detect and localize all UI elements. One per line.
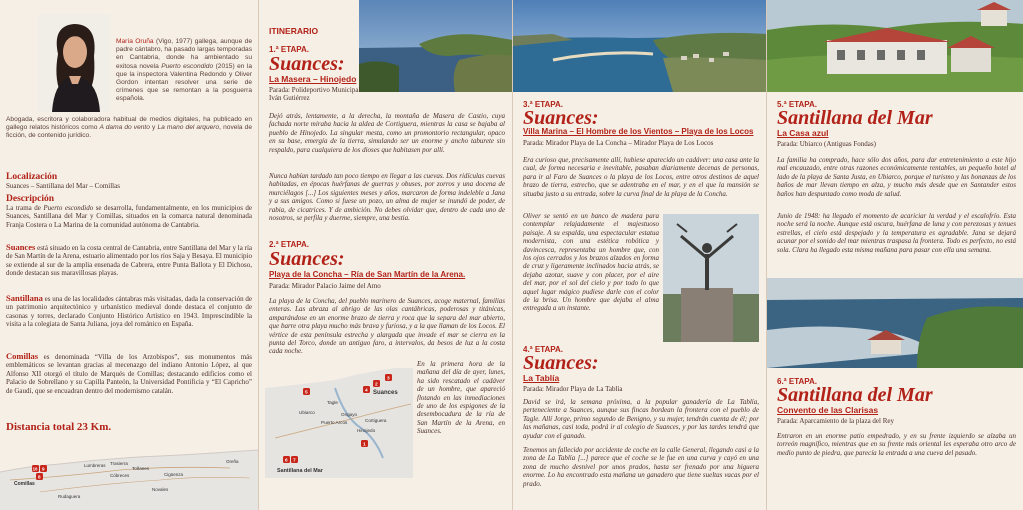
smap-santillana: Santillana del Mar — [277, 468, 323, 474]
suances-paragraph — [6, 243, 252, 278]
author-bio-text-2: (2015) en la que la inspectora Valentina Redondo y Oliver Gordon intentan resolver una serie de crímenes que se remontan a la posguerra española. — [116, 62, 252, 103]
smap-ubiarco: Ubiarco — [299, 410, 315, 415]
descripcion-text — [6, 204, 252, 229]
smap-marker-2-label: 2 — [375, 382, 378, 388]
panel-itinerario — [258, 0, 513, 510]
descripcion-book: Puerto escondido — [43, 204, 94, 212]
descripcion-heading: Descripción — [6, 194, 55, 204]
panel-etapas-5-6 — [766, 0, 1023, 510]
map-label-rudaguera: Rudaguera — [58, 494, 81, 499]
smap-marker-3-label: 3 — [387, 376, 390, 382]
smap-marker-7-label: 7 — [293, 458, 296, 464]
author-portrait — [38, 14, 110, 112]
etapa-6-text-1: Entraron en un enorme patio empedrado, y en su frente izquierdo se alzaba un torreón magnífico, mientras que en su frente más oriental les esperaba otro arco de medio punto de piedra, que parecía la entrada a una cueva del pasado. — [777, 432, 1016, 457]
etapa-5-parada: Parada: Ubiarco (Antiguas Fondas) — [777, 140, 876, 148]
smap-puerto-arcos: Puerto Arcos — [321, 420, 348, 425]
map-label-comillas: Comillas — [14, 481, 35, 487]
concha-beach-photo — [513, 0, 767, 92]
santillana-text: es una de las localidades cántabras más visitadas, dada la conservación de un patrimonio arquitectónico y urbanístico medieval donde destaca el conjunto de casonas y torres, declarado Conjunto Histórico Artístico en 1943. Imprescindible la visita a la colegiata de Santa Juliana, joya del románico en España. — [6, 295, 252, 329]
descripcion-t2: se desarrolla, fundamentalmente, en los municipios de Suances, Santillana del Mar y Comillas, situados en la comarca natural denominada Franja Costera o La Marina de la comunidad autónoma de Cantabria. — [6, 204, 252, 229]
etapa-1-parada: Parada: Polideportivo Municipal Iván Gutiérrez — [269, 86, 361, 102]
etapa-2-text-1: La playa de la Concha, del pueblo marinero de Suances, acoge maternal, familias enteras. Las abraza al abrigo de las olas cantábricas, poderosas y titánicas, amparándose en un enorme brazo de tierra y roca que la separa del mar abierto, que barre otra playa mucho más brava y furiosa, y a la que llaman de los Locos. El vértice de esta península estrecha y alargada que invade el mar se cierra en la punta del Torco, donde un antiguo faro, a intervalos, da besos de luz a la costa cada noche. — [269, 297, 505, 356]
etapa-2-town: Suances: — [269, 248, 345, 270]
etapa-5-label: 5.ª ETAPA. — [777, 100, 818, 109]
author-more — [6, 116, 252, 141]
map-marker-9-label: 9 — [42, 466, 45, 472]
book-title-dama: A dama do vento — [99, 124, 150, 132]
author-bio-text: (Vigo, 1977) gallega, aunque de padre cántabro, ha pasado largas temporadas en Cantabria, donde ha ambientado su exitosa novela — [116, 38, 252, 70]
etapa-2-route: Playa de la Concha – Ría de San Martín de la Arena. — [269, 270, 466, 279]
etapa-3-label: 3.ª ETAPA. — [523, 100, 564, 109]
descripcion-t1: La trama de — [6, 204, 44, 212]
etapa-1-route: La Masera – Hinojedo — [269, 74, 357, 84]
map-label-lumbreras: Lumbreras — [84, 463, 106, 468]
coast-waves-photo — [767, 278, 1023, 368]
localizacion-section — [6, 172, 252, 190]
localizacion-text: Suances – Santillana del Mar – Comillas — [6, 182, 120, 190]
map-marker-8-label: 8 — [38, 474, 41, 480]
etapa-4-parada: Parada: Mirador Playa de La Tablía — [523, 385, 623, 393]
smap-marker-4-label: 4 — [365, 388, 368, 394]
etapa-3-parada: Parada: Mirador Playa de La Concha – Mirador Playa de Los Locos — [523, 139, 714, 147]
etapa-3-route: Villa Marina – El Hombre de los Vientos – Playa de los Locos — [523, 127, 754, 136]
casa-azul-photo — [767, 0, 1023, 92]
suances-lead: Suances — [6, 242, 36, 252]
itinerario-title: ITINERARIO — [269, 26, 319, 36]
santillana-lead: Santillana — [6, 293, 43, 303]
comillas-text: es denominada “Villa de los Arzobispos”, sus monumentos más emblemáticos se levantan gracias al mecenazgo del indiano Antonio López, al que Alfonso XII otorgó el título de Marqués de Comillas; destacando edificios como el Palacio de Sobrellano y su Capilla Panteón, la Universidad Pontificia y “El Capricho” de Gaudí, que se encuadran dentro del modernismo catalán. — [6, 353, 252, 395]
map-label-orena: Oreña — [226, 459, 239, 464]
author-name: María Oruña — [116, 38, 154, 45]
map-marker-10-label: 10 — [32, 466, 38, 472]
map-label-cobreces: Cóbreces — [110, 473, 130, 478]
comillas-paragraph — [6, 352, 252, 395]
smap-suances: Suances — [373, 390, 398, 396]
smap-marker-1-label: 1 — [363, 442, 366, 448]
etapa-6-route: Convento de las Clarisas — [777, 405, 879, 415]
etapa-4-label: 4.ª ETAPA. — [523, 345, 564, 354]
etapa-3-town: Suances: — [523, 107, 599, 129]
etapa-1-town: Suances: — [269, 53, 345, 75]
etapa-1-label: 1.ª ETAPA. — [269, 45, 310, 54]
etapa-6-parada: Parada: Aparcamiento de la plaza del Rey — [777, 417, 895, 425]
book-title-arquero: La mano del arquero — [157, 124, 220, 132]
etapa-5-route: La Casa azul — [777, 128, 829, 138]
etapa-3-text-2: Oliver se sentó en un banco de madera para contemplar relajadamente el majestuoso paisaje. A su espalda, una espectacular estatua modernista, con una estética robótica y davincesca, representaba un hombre que, con los ojos cerrados y los brazos alzados en forma de cruz y ligeramente inclinados hacia atrás, se dejaba azotar, suave y con placer, por el aire del mar, por el sol del cielo y por todo lo que aquel lugar mágico pudiese darle con el color de la brisa. Un hombre que dejaba el alma entregada a un instante. — [523, 212, 659, 313]
etapa-1-text-1: Dejó atrás, lentamente, a la derecha, la montaña de Masera de Castio, cuya fachada norte miraba hacia la aldea de Cortiguera, mientras la casa se bajaba al pueblo de Hinojedo. La singular mesta, como un promontorio rectangular, opaco en su base, emergía de la tierra, simulando ser un enorme y ancho taburete sin respaldo, para cualquiera de los dioses que habitasen por allí. — [269, 112, 505, 154]
etapa-2-text-2: En la primera hora de la mañana del día de ayer, lunes, ha sido rescatado el cadáver de un hombre, que apareció flotando en las inmediaciones de uno de los espigones de la desembocadura de la ría de San Martín de la Arena, en Suances. — [417, 360, 505, 436]
etapa-2-parada: Parada: Mirador Palacio Jaime del Amo — [269, 282, 381, 290]
region-map — [0, 436, 258, 510]
map-label-tonanes: Toñanes — [132, 466, 150, 471]
suances-text: está situado en la costa central de Cantabria, entre Santillana del Mar y la ría de San Martín de la Arena, estuario alimentado por los ríos Saja y Besaya. El municipio se extiende al sur de la amplia ensenada de Cabrera, entre Punta Ballota y El Dichoso, donde destacan sus maravillosas playas. — [6, 244, 252, 278]
etapa-2-label: 2.ª ETAPA. — [269, 240, 310, 249]
map-label-ciguenza: Cigüenza — [164, 472, 184, 477]
etapa-3-text-1: Era curioso que, precisamente allí, hubiese aparecido un cadáver: una casa ante la cual, de forma necesaria e inevitable, pasaban diariamente decenas de personas, para ir al Faro de Suances o la playa de los Locos, entre otros destinos de aquel brazo de tierra, estrecho, que se adentraba en el mar, y en el que la mansión se situaba justo a su entrada, sobre la curva final de la playa de la Concha. — [523, 156, 759, 198]
hombre-de-los-vientos-photo — [663, 214, 759, 342]
smap-hinojedo: Hinojedo — [357, 428, 376, 433]
localizacion-heading: Localización — [6, 172, 58, 182]
etapa-4-text-2: Tenemos un fallecido por accidente de coche en la calle General, llegando casi a la zona de La Tablía [...] parece que el coche se le fue en una curva y cayó en una zona de mucho desnivel por unos prados, hasta ser frenado por una higuera enorme. Lo ha encontrado esta mañana un ganadero que tiene sueltas vacas por el prado. — [523, 446, 759, 488]
smap-ongayo: Ongayo — [341, 412, 358, 417]
smap-marker-6-label: 6 — [285, 458, 288, 464]
etapa-4-town: Suances: — [523, 352, 599, 374]
etapa-4-route: La Tablía — [523, 373, 560, 383]
etapa-5-town: Santillana del Mar — [777, 107, 933, 129]
author-book-title: Puerto escondido — [161, 62, 214, 70]
author-more-text: Abogada, escritora y colaboradora habitual de medios digitales, ha publicado en gallego relatos históricos como — [6, 116, 252, 132]
smap-tagle: Tagle — [327, 400, 338, 405]
panel-etapas-3-4 — [512, 0, 767, 510]
panel-intro — [0, 0, 258, 510]
suances-map — [265, 358, 413, 478]
author-more-and: y — [149, 124, 158, 132]
author-more-end: , novela de ficción, de contenido jurídico. — [6, 124, 252, 140]
santillana-paragraph — [6, 294, 252, 329]
descripcion-section — [6, 194, 252, 229]
etapa-5-text-1: La familia ha comprado, hace sólo dos años, para dar entretenimiento a este hijo mal encauzado, entre otras razones económicamente rentables, un pequeño hotel al lado de la playa de Santa Justa, en Ubiarco, porque el turismo y las bonanzas de los baños de mar llevan tiempo en alza, y mucho más desde que en Santander estos baños han despuntado como moda de salud. — [777, 156, 1016, 198]
smap-cortiguera: Cortiguera — [365, 418, 387, 423]
etapa-6-town: Santillana del Mar — [777, 384, 933, 406]
etapa-5-text-2: Junio de 1948: ha llegado el momento de acariciar la verdad y el escalofrío. Esta noche será la noche. Aunque está oscura, huérfana de luna y con perezosas y tenues estrellas, el cielo está despejado y la temperatura es agradable. Jana se dejará acunar por el sonido del mar mientras traspasa la frontera. Todo es perfecto, no está sola. Clara ha llegado esta misma mañana para pasar con ella una semana. — [777, 212, 1016, 254]
etapa-4-text-1: David se irá, la semana próxima, a la popular ganadería de La Tablía, perteneciente a Suances, aunque sus fincas bordean la frontera con el pueblo de Tagle. Allí Jorge, primo segundo de Benigno, y su mujer, tendrán cuenta de él; por las mañanas, casi toda, podrá ir al colegio de Suances, y por las tardes tendrá que ayudar con el ganado. — [523, 398, 759, 440]
coast-cliff-photo — [359, 0, 513, 92]
distancia-total: Distancia total 23 Km. — [6, 421, 112, 433]
smap-marker-5-label: 5 — [305, 390, 308, 396]
etapa-6-label: 6.ª ETAPA. — [777, 377, 818, 386]
etapa-1-text-2: Nunca habían tardado tan poco tiempo en llegar a las cuevas. Dos ridículas cuevas habitadas, en épocas huérfanas de guerras y obuses, por zorros y una docena de murciélagos [...] Los siguientes meses y años, marcaron de forma indeleble a Jana y a sus amigos. Como si fuese un pozo, un alma de mujer se inundó de poder, de rabia, de cicatrices. Y de ambición. No debes olvidar que, dentro de cada uno de nosotros, se perfila y duerme, siempre, una bestia. — [269, 172, 505, 223]
author-bio — [116, 38, 252, 104]
map-label-novales: Novales — [152, 487, 169, 492]
comillas-lead: Comillas — [6, 351, 39, 361]
map-label-trasierra: Trasierra — [110, 461, 128, 466]
